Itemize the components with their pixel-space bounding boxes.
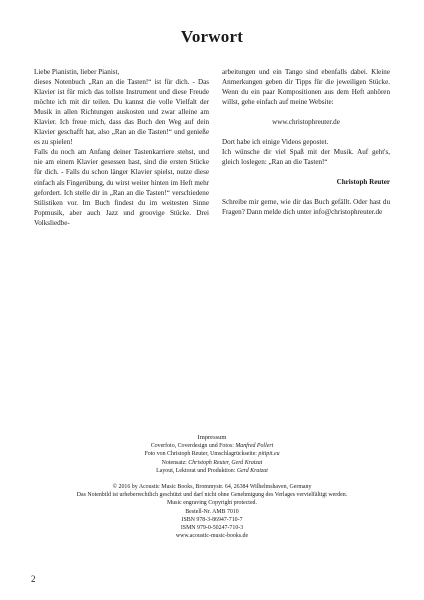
order-number: Bestell-Nr. AMB 7010 — [185, 508, 239, 515]
website-link[interactable]: www.christophreuter.de — [272, 118, 340, 127]
foreword-paragraph: Dort habe ich einige Videos gepostet. — [222, 138, 329, 147]
imprint-line: Layout, Lektorat und Produktion: Gerd Kratzat — [156, 467, 268, 474]
foreword-right-column — [222, 67, 390, 218]
imprint-section — [0, 434, 424, 540]
copyright-notice: Das Notenbild ist urheberrechtlich geschützt und darf nicht ohne Genehmigung des Verlages vervielfältigt werden. — [76, 492, 348, 499]
foreword-paragraph: Ich wünsche dir viel Spaß mit der Musik. Auf geht's, gleich loslegen: „Ran an die Tasten!“ — [222, 148, 390, 167]
foreword-greeting: Liebe Pianistin, lieber Pianist, — [34, 68, 120, 76]
imprint-line: Foto von Christoph Reuter, Umschlagrückseite: pitipit.eu — [144, 451, 280, 458]
foreword-paragraph: Schreibe mir gerne, wie dir das Buch gefällt. Oder hast du Fragen? Dann melde dich unter info@christophreuter.de — [222, 198, 390, 217]
page-title: Vorwort — [180, 27, 244, 46]
foreword-left-column — [34, 67, 209, 228]
foreword-paragraph: dieses Notenbuch „Ran an die Tasten!“ ist für dich. - Das Klavier ist für mich das tollste Instrument und diese Freude möchte ich mit dir teilen. Du kannst die volle Vielfalt der Musik in allen Richtungen auskosten und zwar alleine am Klavier. Ich freue mich, dass das Buch den Weg auf dein Klavier geschafft hat, also „Ran an die Tasten!“ und genieße es zu spielen! — [34, 78, 209, 147]
isbn: ISBN 978-3-86947-710-7 — [181, 516, 243, 523]
imprint-line: Coverfoto, Coverdesign und Fotos: Manfred Pollert — [150, 443, 274, 450]
foreword-paragraph: arbeitungen und ein Tango sind ebenfalls dabei. Kleine Anmerkungen geben dir Tipps für die jeweiligen Stücke. Wenn du ein paar Kompositionen aus dem Heft anhören willst, gehe einfach auf meine Website: — [222, 68, 390, 107]
page-number: 2 — [31, 574, 36, 584]
publisher-url[interactable]: www.acoustic-music-books.de — [175, 533, 249, 540]
imprint-heading: Impressum — [197, 434, 227, 441]
engraving-note: Music engraving Copyright protected. — [167, 500, 257, 507]
ismn: ISMN 979-0-50247-710-3 — [180, 525, 244, 532]
foreword-paragraph: Falls du noch am Anfang deiner Tastenkarriere stehst, und nie am einem Klavier gesessen hast, sind die ersten Stücke für dich. - Falls du schon länger Klavier spielst, nutze diese einfach als Fingerübung, du wirst weiter hinten im Heft mehr gefordert. Ich stelle dir in „Ran an die Tasten!“ verschiedene Stilistiken vor. Im Buch findest du im weitesten Sinne Popmusik, aber auch Jazz und groovige Stücke. Drei Volksliedbe- — [34, 148, 209, 227]
copyright-line: © 2016 by Acoustic Music Books, Brommystr. 64, 26384 Wilhelmshaven, Germany — [112, 484, 312, 491]
imprint-line: Notensatz: Christoph Reuter, Gerd Kratzat — [161, 459, 263, 466]
author-signature: Christoph Reuter — [336, 178, 390, 187]
